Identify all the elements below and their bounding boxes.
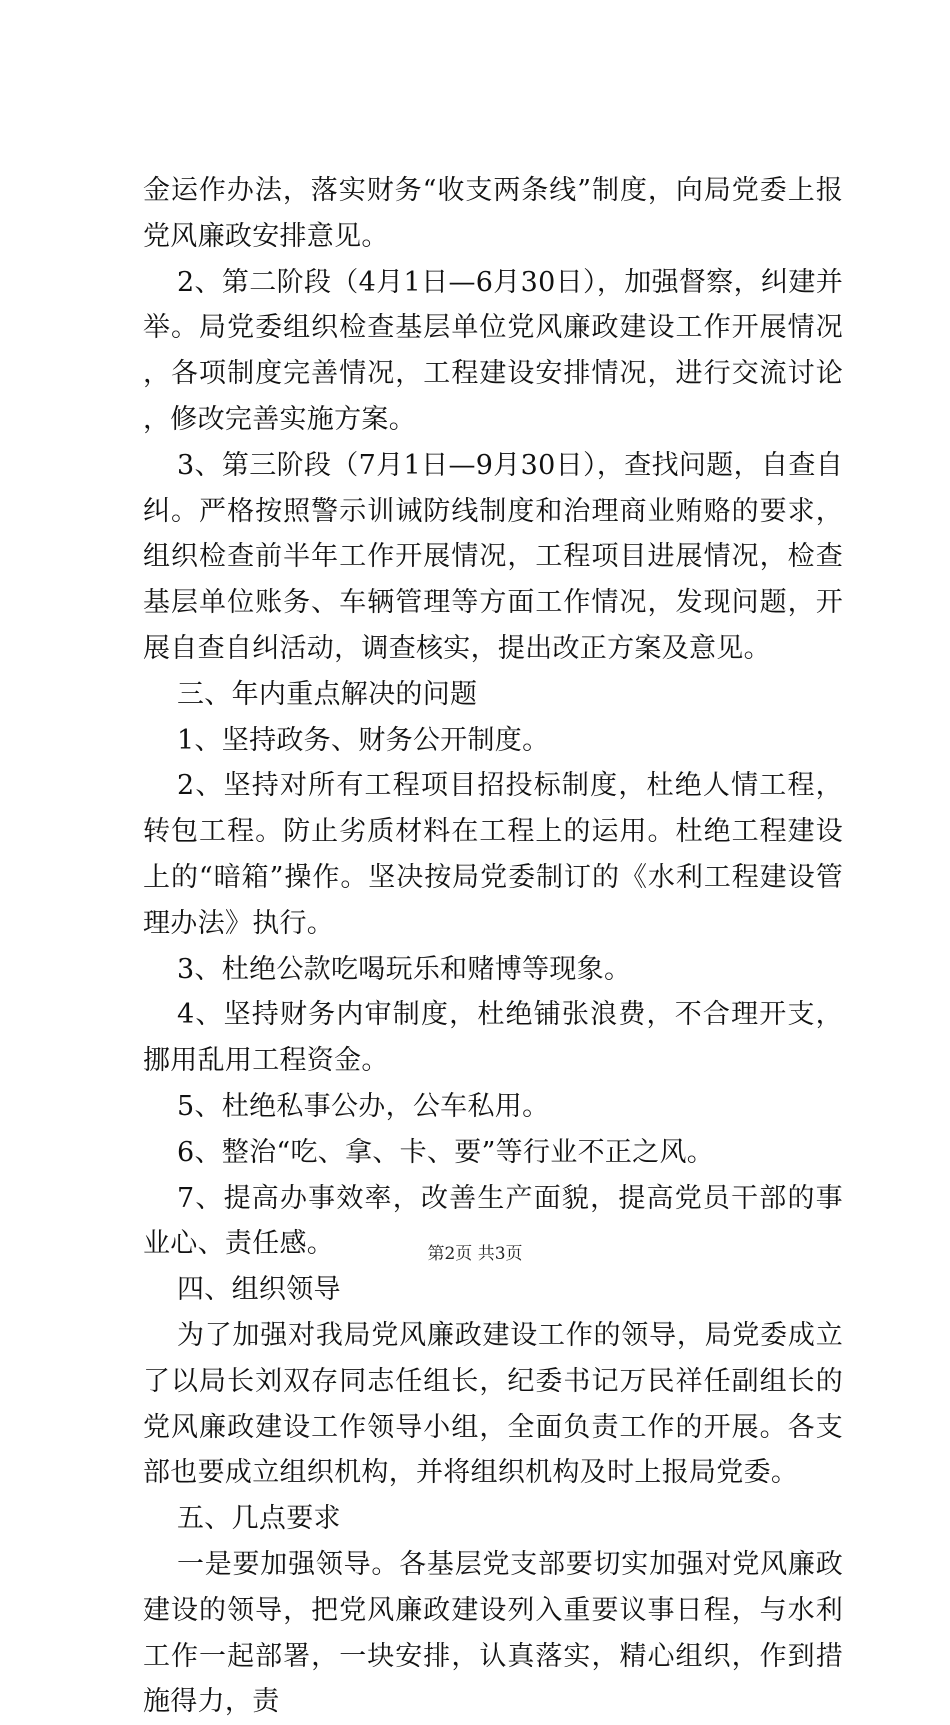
page-number-label: 第2页 共3页 [427, 1244, 523, 1264]
paragraph: 3、第三阶段（7月1日—9月30日），查找问题，自查自纠。严格按照警示训诫防线制度和治理商业贿赂的要求，组织检查前半年工作开展情况，工程项目进展情况，检查基层单位账务、车辆管理等方面工作情况，发现问题，开展自查自纠活动，调查核实，提出改正方案及意见。 [143, 449, 843, 664]
list-item: 7、提高办事效率，改善生产面貌，提高党员干部的事业心、责任感。 [143, 1182, 843, 1260]
paragraph: 一是要加强领导。各基层党支部要切实加强对党风廉政建设的领导，把党风廉政建设列入重要议事日程，与水利工作一起部署，一块安排，认真落实，精心组织，作到措施得力，责 [143, 1548, 843, 1718]
list-item: 3、杜绝公款吃喝玩乐和赌博等现象。 [177, 953, 632, 985]
section-heading: 五、几点要求 [177, 1503, 341, 1535]
list-item: 1、坚持政务、财务公开制度。 [177, 724, 550, 756]
list-item: 4、坚持财务内审制度，杜绝铺张浪费，不合理开支，挪用乱用工程资金。 [143, 999, 843, 1077]
section-heading: 四、组织领导 [177, 1274, 341, 1306]
document-body [143, 168, 843, 1725]
list-item: 2、坚持对所有工程项目招投标制度，杜绝人情工程，转包工程。防止劣质材料在工程上的运用。杜绝工程建设上的“暗箱”操作。坚决按局党委制订的《水利工程建设管理办法》执行。 [143, 770, 843, 939]
list-item: 6、整治“吃、拿、卡、要”等行业不正之风。 [177, 1136, 715, 1168]
paragraph: 为了加强对我局党风廉政建设工作的领导，局党委成立了以局长刘双存同志任组长，纪委书记万民祥任副组长的党风廉政建设工作领导小组，全面负责工作的开展。各支部也要成立组织机构，并将组织机构及时上报局党委。 [143, 1319, 843, 1489]
paragraph: 2、第二阶段（4月1日—6月30日），加强督察，纠建并举。局党委组织检查基层单位党风廉政建设工作开展情况，各项制度完善情况，工程建设安排情况，进行交流讨论，修改完善实施方案。 [143, 266, 843, 435]
list-item: 5、杜绝私事公办，公车私用。 [177, 1090, 550, 1122]
paragraph: 金运作办法，落实财务“收支两条线”制度，向局党委上报党风廉政安排意见。 [143, 175, 843, 252]
page-footer [0, 1242, 950, 1266]
section-heading: 三、年内重点解决的问题 [177, 678, 478, 710]
